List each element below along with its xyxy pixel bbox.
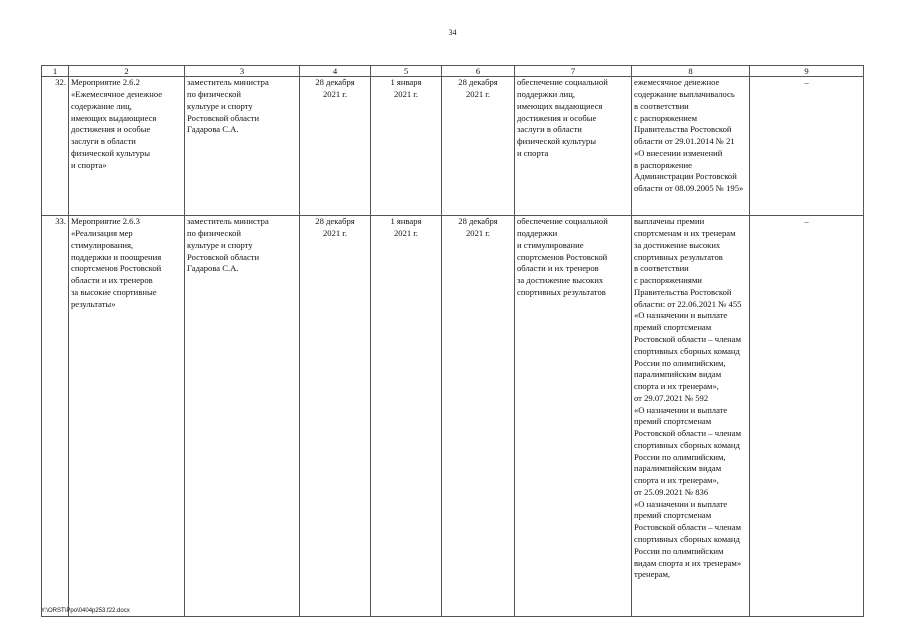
plan-end-cell: 28 декабря 2021 г. xyxy=(442,77,515,216)
responsible-cell: заместитель министра по физической культуре и спорту Ростовской области Гадарова С.А. xyxy=(185,216,300,617)
planned-result-cell: обеспечение социальной поддержки и стимулирование спортсменов Ростовской области и их тренеров за достижение высоких спортивных результатов xyxy=(515,216,632,617)
column-header: 8 xyxy=(632,66,750,77)
column-header: 2 xyxy=(69,66,185,77)
column-header: 4 xyxy=(300,66,371,77)
col9-cell: – xyxy=(750,77,864,216)
actual-result-cell: ежемесячное денежное содержание выплачивалось в соответствии с распоряжением Правительства Ростовской области от 29.01.2014 № 21 «О внесении изменений в распоряжение Администрации Ростовской области от 08.09.2005 № 195» xyxy=(632,77,750,216)
planned-result-cell: обеспечение социальной поддержки лиц, имеющих выдающиеся достижения и особые заслуги в области физической культуры и спорта xyxy=(515,77,632,216)
actual-result-cell: выплачены премии спортсменам и их тренерам за достижение высоких спортивных результатов в соответствии с распоряжениями Правительства Ростовской области: от 22.06.2021 № 455 «О назначении и выплате премий спортсменам Ростовской области – членам спортивных сборных команд России по олимпийским, паралимпийским видам спорта и их тренерам», от 29.07.2021 № 592 «О назначении и выплате премий спортсменам Ростовской области – членам спортивных сборных команд России по олимпийским, паралимпийским видам спорта и их тренерам», от 25.09.2021 № 836 «О назначении и выплате премий спортсменам Ростовской области – членам спортивных сборных команд России по олимпийским видам спорта и их тренерам» тренерам, xyxy=(632,216,750,617)
table-row xyxy=(42,77,864,216)
table-row xyxy=(42,216,864,617)
column-header: 1 xyxy=(42,66,69,77)
column-header: 5 xyxy=(371,66,442,77)
row-number: 32. xyxy=(42,77,69,216)
footer-file-path: Y:\ORST\Ppo\0404p253.f22.docx xyxy=(41,608,130,614)
column-header: 3 xyxy=(185,66,300,77)
col9-cell: – xyxy=(750,216,864,617)
actual-start-cell: 1 января 2021 г. xyxy=(371,216,442,617)
plan-end-cell: 28 декабря 2021 г. xyxy=(442,216,515,617)
plan-start-cell: 28 декабря 2021 г. xyxy=(300,77,371,216)
plan-start-cell: 28 декабря 2021 г. xyxy=(300,216,371,617)
responsible-cell: заместитель министра по физической культуре и спорту Ростовской области Гадарова С.А. xyxy=(185,77,300,216)
row-number: 33. xyxy=(42,216,69,617)
event-name-cell: Мероприятие 2.6.2 «Ежемесячное денежное содержание лиц, имеющих выдающиеся достижения и особые заслуги в области физической культуры и спорта» xyxy=(69,77,185,216)
report-table xyxy=(41,65,864,617)
actual-start-cell: 1 января 2021 г. xyxy=(371,77,442,216)
column-number-row xyxy=(42,66,864,77)
column-header: 7 xyxy=(515,66,632,77)
page-number: 34 xyxy=(448,28,457,37)
column-header: 9 xyxy=(750,66,864,77)
column-header: 6 xyxy=(442,66,515,77)
event-name-cell: Мероприятие 2.6.3 «Реализация мер стимулирования, поддержки и поощрения спортсменов Ростовской области и их тренеров за высокие спортивные результаты» xyxy=(69,216,185,617)
